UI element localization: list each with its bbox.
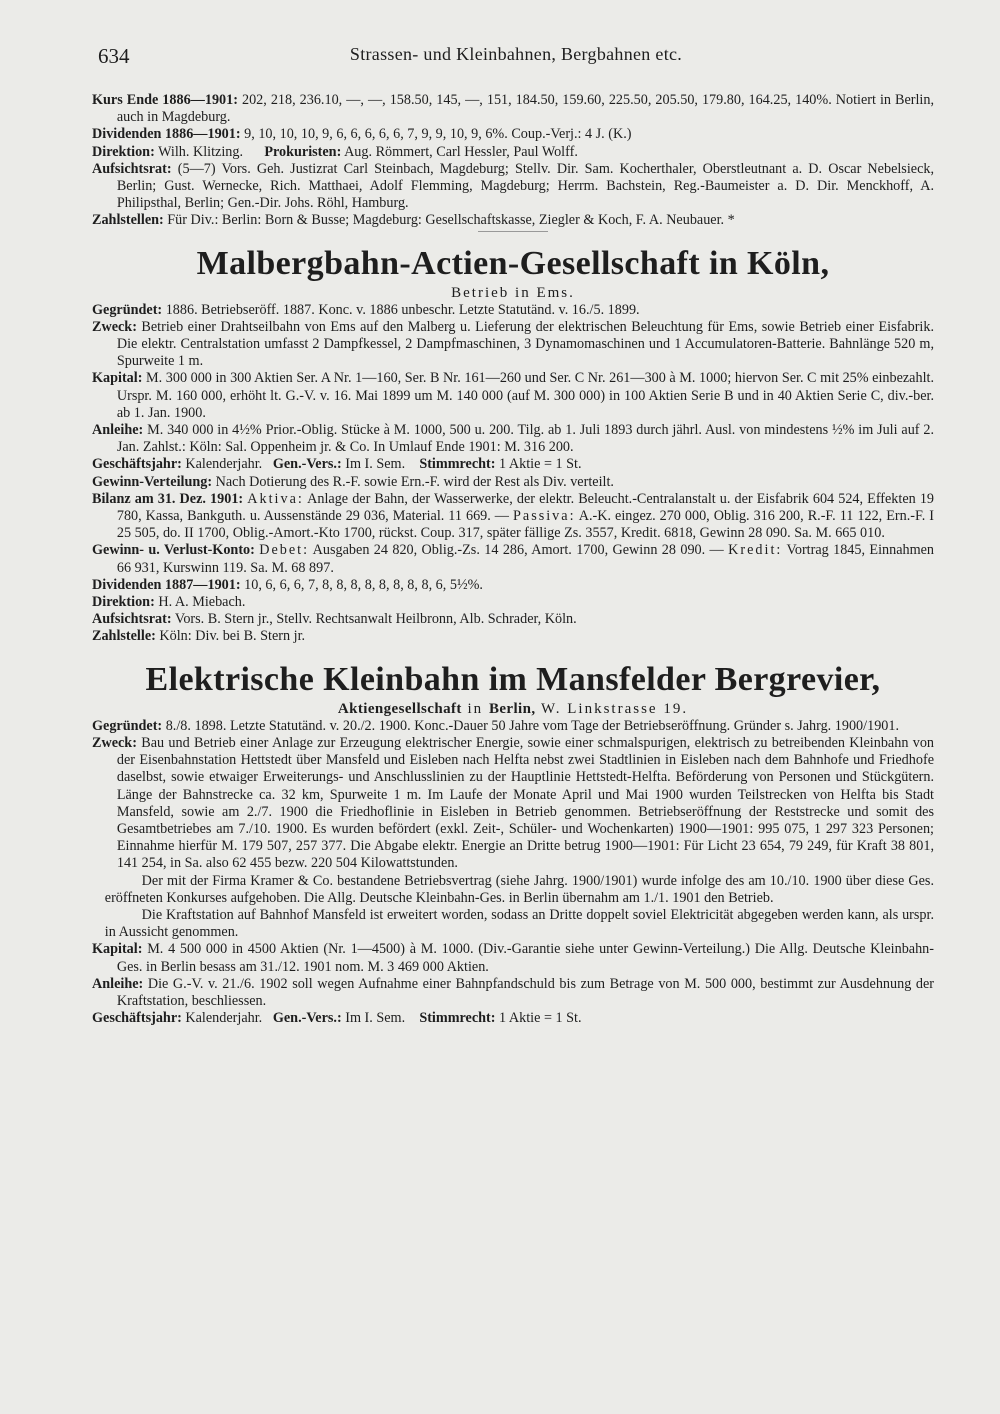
geschaeftsjahr-entry [92,1010,934,1027]
entry-text: 1 Aktie = 1 St. [499,456,582,473]
entry-text: 8./8. 1898. Letzte Statutänd. v. 20./2. 1900. Konc.-Dauer 50 Jahre vom Tage der Betriebseröffnung. Gründer s. Jahrg. 1900/1901. [165,717,900,734]
entry-label: Anleihe: [92,422,144,439]
entry-text: Anlage der Bahn, der Wasserwerke, der elektr. Beleucht.-Centralanstalt u. der Eisfabrik 604 524, Effekten 19 780, Kassa, Bankguth. u. Aussenstände 29 036, Material. 11 669. — [116,490,935,525]
company-title-malbergbahn: Malbergbahn-Actien-Gesellschaft in Köln, [196,244,830,282]
entry-label: Direktion: [92,594,155,611]
entry-label: Gen.-Vers.: [272,1010,342,1027]
entry-text: Betrieb einer Drahtseilbahn von Ems auf den Malberg u. Lieferung der elektrischen Beleuchtung für Ems, sowie Betrieb einer Eisfabrik. Die elektr. Centralstation umfasst 2 Dampfkessel, 2 Dampfmaschinen, 3 Dynamomaschinen und 1 Accumulatoren-Batterie. Bahnlänge 520 m, Spurweite 1 m. [116,318,934,370]
aktiva-label: Aktiva: [247,490,304,507]
entry-label: Dividenden 1886—1901: [92,126,241,143]
entry-text: 1 Aktie = 1 St. [499,1010,582,1027]
company-title-mansfeld: Elektrische Kleinbahn im Mansfelder Bergrevier, [145,660,881,698]
entry-text: Kalenderjahr. [185,1010,263,1027]
entry-text: M. 300 000 in 300 Aktien Ser. A Nr. 1—160, Ser. B Nr. 161—260 und Ser. C Nr. 261—300 à M. 1000; hiervon Ser. C mit 25% einbezahlt. Urspr. M. 160 000, erhöht lt. G.-V. v. 16. Mai 1899 um M. 140 000 (auf M. 300 000) in 100 Aktien Serie B und in 40 Aktien Serie C, div.-ber. ab 1. Jan. 1900. [116,370,934,421]
dividenden-entry [92,577,934,594]
entry-label: Zweck: [92,318,137,335]
entry-text: H. A. Miebach. [158,594,246,611]
gegruendet-entry [92,718,934,735]
entry-label: Geschäftsjahr: [92,456,182,473]
entry-label: Geschäftsjahr: [92,1010,182,1027]
entry-label: Gewinn-Verteilung: [92,473,213,490]
gewinn-verlust-entry [92,542,934,576]
entry-label: Stimmrecht: [419,1010,496,1027]
entry-label: Kapital: [92,941,143,958]
entry-text: Ausgaben 24 820, Oblig.-Zs. 14 286, Amort. 1700, Gewinn 28 090. — [312,542,724,559]
entry-label: Gegründet: [92,717,163,734]
entry-label: Gegründet: [92,301,163,318]
zweck-paragraph: Die Kraftstation auf Bahnhof Mansfeld ist erweitert worden, sodass an Dritte doppelt soviel Elektricität abgegeben werden kann, als urspr. in Aussicht genommen. [104,906,934,941]
page-header [98,44,934,74]
entry-label: Zahlstellen: [92,212,164,229]
direktion-entry [92,594,934,611]
entry-label: Zweck: [92,734,137,751]
company-subtitle-mansfeld [92,700,934,718]
debet-label: Debet: [259,542,310,559]
zweck-entry [92,319,934,371]
zahlstelle-entry [92,628,934,645]
entry-label: Kapital: [92,370,143,387]
entry-text: Vors. B. Stern jr., Stellv. Rechtsanwalt Heilbronn, Alb. Schrader, Köln. [174,611,577,628]
entry-label: Kurs Ende 1886—1901: [92,92,238,108]
kapital-entry [92,941,934,975]
aufsichtsrat-entry [92,161,934,213]
subtitle-city: Berlin, [488,700,536,717]
company-subtitle-malbergbahn: Betrieb in Ems. [451,284,575,301]
dividenden-entry [92,126,934,143]
entry-label: Dividenden 1887—1901: [92,576,241,593]
entry-text: Für Div.: Berlin: Born & Busse; Magdeburg: Gesellschaftskasse, Ziegler & Koch, F. A. Neubauer. * [167,212,735,229]
kurs-entry [92,92,934,126]
anleihe-entry [92,976,934,1010]
entry-label: Prokuristen: [264,143,342,160]
entry-label: Gewinn- u. Verlust-Konto: [92,542,255,559]
entry-text: 9, 10, 10, 10, 9, 6, 6, 6, 6, 6, 7, 9, 9, 10, 9, 6%. Coup.-Verj.: 4 J. (K.) [244,126,632,143]
entry-text: Im I. Sem. [345,1010,406,1027]
entry-text: 10, 6, 6, 6, 7, 8, 8, 8, 8, 8, 8, 8, 8, 6, 5½%. [244,576,483,593]
entry-text: Kalenderjahr. [185,456,263,473]
entry-text: M. 4 500 000 in 4500 Aktien (Nr. 1—4500) à M. 1000. (Div.-Garantie siehe unter Gewinn-Verteilung.) Die Allg. Deutsche Kleinbahn-Ges. in Berlin besass am 31./12. 1901 nom. M. 3 469 000 Aktien. [116,941,934,975]
entry-text: Nach Dotierung des R.-F. sowie Ern.-F. wird der Rest als Div. verteilt. [215,473,614,490]
zweck-paragraph: Der mit der Firma Kramer & Co. bestandene Betriebsvertrag (siehe Jahrg. 1900/1901) wurde infolge des am 10./10. 1900 über diese Ges. eröffneten Konkurses aufgehoben. Die Allg. Deutsche Kleinbahn-Ges. in Berlin übernahm am 1./1. 1901 den Betrieb. [104,872,934,906]
entry-label: Zahlstelle: [92,628,156,645]
entry-text: Die G.-V. v. 21./6. 1902 soll wegen Aufnahme einer Bahnpfandschuld bis zum Betrage von M. 500 000, bestimmt zur Ausdehnung der Kraftstation, beschliessen. [116,975,935,1009]
entry-text: Im I. Sem. [345,456,406,473]
entry-label: Stimmrecht: [419,456,496,473]
entry-label: Aufsichtsrat: [92,160,172,177]
anleihe-entry [92,422,934,456]
entry-text: Aug. Römmert, Carl Hessler, Paul Wolff. [344,143,578,160]
running-title: Strassen- und Kleinbahnen, Bergbahnen etc. [349,44,683,64]
entry-label: Anleihe: [92,975,144,992]
page-content [92,92,934,1027]
section-divider [478,231,548,232]
gewinn-verteilung-entry [92,474,934,491]
page-number: 634 [98,44,130,68]
zahlstellen-entry [92,212,934,229]
entry-label: Aufsichtsrat: [92,611,172,628]
passiva-label: Passiva: [513,508,576,525]
geschaeftsjahr-entry [92,456,934,473]
bilanz-entry [92,491,934,543]
direktion-entry [92,144,934,161]
entry-text: Köln: Div. bei B. Stern jr. [159,628,306,645]
entry-text: Vortrag 1845, Einnahmen 66 931, Kurswinn 119. Sa. M. 68 897. [116,542,935,576]
kapital-entry [92,370,934,422]
subtitle-in: in [461,700,489,717]
entry-text: 202, 218, 236.10, —, —, 158.50, 145, —, 151, 184.50, 159.60, 225.50, 205.50, 179.80, 164.25, 140%. Notiert in Berlin, auch in Magdeburg. [116,92,934,126]
entry-text: (5—7) Vors. Geh. Justizrat Carl Steinbach, Magdeburg; Stellv. Dir. Sam. Kocherthaler, Oberstleutnant a. D. Oscar Nebelsieck, Berlin; Gust. Wernecke, Rich. Matthaei, Adolf Flemming, Magdeburg; Herrm. Bachstein, Reg.-Baumeister a. D. Dir. Menckhoff, A. Philipsthal, Berlin; Gen.-Dir. Johs. Röhl, Hamburg. [116,160,935,212]
entry-text: M. 340 000 in 4½% Prior.-Oblig. Stücke à M. 1000, 500 u. 200. Tilg. ab 1. Juli 1893 durch jährl. Ausl. von mindestens ½% im Juli auf 2. Jan. Zahlst.: Köln: Sal. Oppenheim jr. & Co. In Umlauf Ende 1901: M. 316 200. [116,422,934,456]
entry-text: Bau und Betrieb einer Anlage zur Erzeugung elektrischer Energie, sowie einer schmalspurigen, elektrisch zu betreibenden Kleinbahn von der Eisenbahnstation Hettstedt über Mansfeld und Eisleben nach Helfta nebst zwei Stadtlinien in Eisleben nach dem Bahnhofe und Friedhofe daselbst, sowie etwaiger Erweiterungs- und Anschlusslinien zu der Hauptlinie Hettstedt-Helfta. Beförderung von Personen und Stückgütern. Länge der Bahnstrecke ca. 32 km, Spurweite 1 m. Im Laufe der Monate April und Mai 1900 wurden Teilstrecken von Helfta bis Stadt Mansfeld, sowie am 2./7. 1900 die Friedhoflinie in Eisleben in Betrieb genommen. Betriebseröffnung der Reststrecke und somit des Gesamtbetriebes am 7./10. 1900. Es wurden befördert (exkl. Zeit-, Schüler- und Wochenkarten) 1900—1901: 995 075, 1 297 323 Personen; Einnahme hierfür M. 179 507, 257 377. Die Abgabe elektr. Energie an Dritte betrug 1900—1901: Für Licht 23 654, 79 249, für Kraft 38 801, 141 254, in Sa. also 62 455 bezw. 220 504 Kilowattstunden. [116,734,935,872]
gegruendet-entry [92,302,934,319]
aufsichtsrat-entry [92,611,934,628]
entry-label: Gen.-Vers.: [272,456,342,473]
entry-label: Direktion: [92,143,155,160]
kredit-label: Kredit: [728,542,783,559]
subtitle-address: W. Linkstrasse 19. [535,700,689,717]
entry-text: Wilh. Klitzing. [158,143,244,160]
subtitle-company-type: Aktiengesellschaft [337,700,462,717]
zweck-entry [92,735,934,873]
entry-text: 1886. Betriebseröff. 1887. Konc. v. 1886 unbeschr. Letzte Statutänd. v. 16./5. 1899. [165,301,640,318]
entry-text: A.-K. eingez. 270 000, Oblig. 316 200, R.-F. 11 122, Ern.-F. I 25 505, do. II 1700, Oblig.-Amort.-Kto 1700, rückst. Coup. 317, später fällige Zs. 3557, Kredit. 6818, Gewinn 28 090. Sa. M. 665 010. [116,508,934,542]
entry-label: Bilanz am 31. Dez. 1901: [92,490,244,507]
